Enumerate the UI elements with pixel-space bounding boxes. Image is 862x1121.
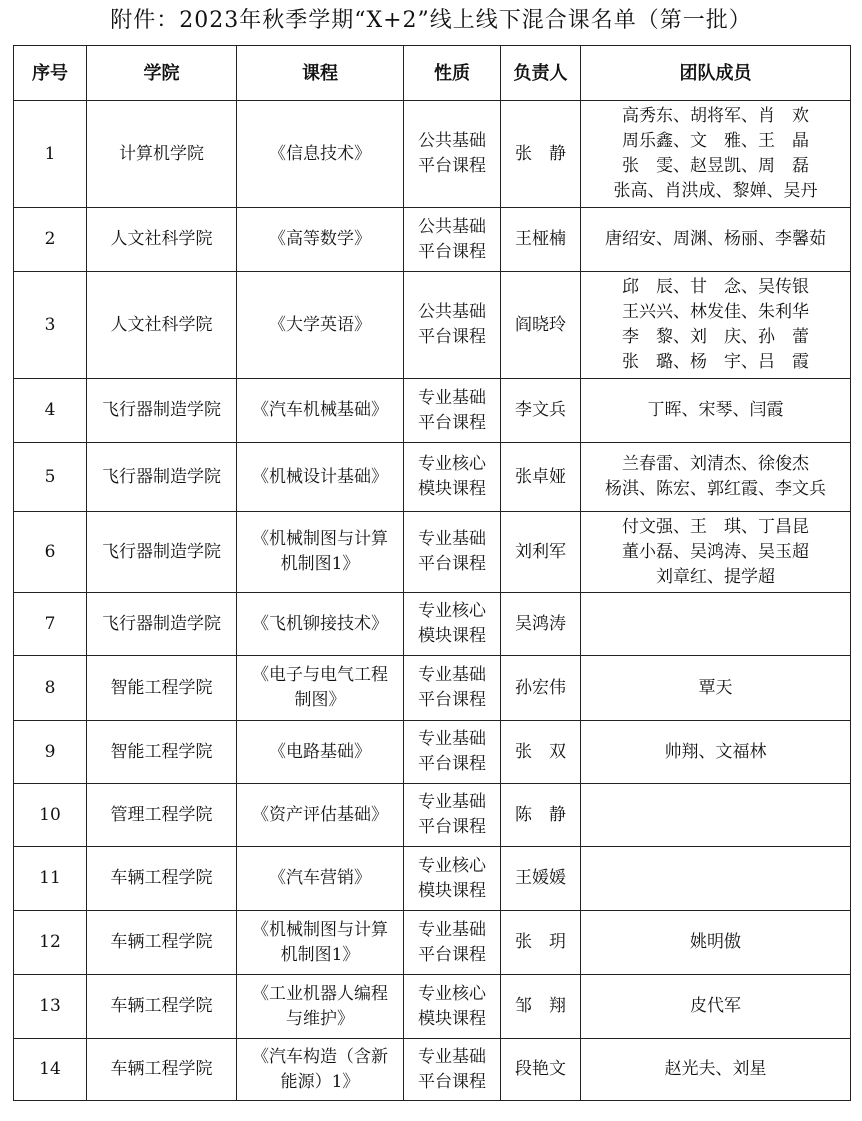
course-cell [237, 847, 404, 911]
team-cell-line: 刘章红、提学超 [656, 566, 775, 587]
table-row [14, 443, 851, 512]
team-cell [581, 593, 851, 656]
nature-cell [404, 784, 501, 847]
team-cell-line: 丁晖、宋琴、闫霞 [647, 400, 784, 420]
course-cell-line: 《高等数学》 [269, 229, 371, 249]
college-cell: 人文社科学院 [87, 272, 237, 379]
lead-cell: 王媛媛 [501, 847, 581, 911]
course-cell-line: 《机械制图与计算 [252, 529, 388, 549]
nature-cell-line: 专业核心 [418, 983, 486, 1004]
nature-cell [404, 512, 501, 593]
lead-cell: 陈 静 [501, 784, 581, 847]
nature-cell [404, 975, 501, 1039]
course-cell [237, 272, 404, 379]
college-cell: 飞行器制造学院 [87, 593, 237, 656]
row-number: 8 [14, 656, 87, 721]
team-cell-line: 皮代军 [690, 996, 741, 1016]
table-row [14, 593, 851, 656]
nature-cell-line: 专业基础 [418, 529, 486, 549]
team-cell-line: 帅翔、文福林 [664, 741, 767, 762]
course-cell [237, 379, 404, 443]
lead-cell: 吴鸿涛 [501, 593, 581, 656]
header-course: 课程 [237, 46, 404, 101]
team-cell [581, 1039, 851, 1101]
nature-cell [404, 656, 501, 721]
team-cell-line: 王兴兴、林发佳、朱利华 [622, 302, 809, 322]
row-number: 6 [14, 512, 87, 593]
table-row [14, 379, 851, 443]
nature-cell [404, 847, 501, 911]
nature-cell-line: 专业基础 [418, 1046, 486, 1067]
course-cell-line: 机制图1》 [280, 554, 360, 574]
nature-cell-line: 模块课程 [418, 626, 486, 646]
lead-cell: 阎晓玲 [501, 272, 581, 379]
team-cell-line: 杨淇、陈宏、郭红霞、李文兵 [605, 479, 826, 499]
lead-cell: 孙宏伟 [501, 656, 581, 721]
course-cell-line: 《信息技术》 [269, 143, 371, 164]
college-cell: 飞行器制造学院 [87, 379, 237, 443]
course-cell-line: 《资产评估基础》 [252, 804, 388, 825]
team-cell-line: 兰春雷、刘清杰、徐俊杰 [622, 454, 809, 474]
course-cell [237, 784, 404, 847]
course-cell-line: 制图》 [294, 690, 346, 710]
nature-cell [404, 272, 501, 379]
college-cell: 智能工程学院 [87, 721, 237, 784]
nature-cell-line: 平台课程 [418, 944, 486, 965]
course-cell [237, 975, 404, 1039]
college-cell: 人文社科学院 [87, 208, 237, 272]
team-cell-line: 赵光夫、刘星 [664, 1059, 767, 1079]
nature-cell-line: 专业核心 [418, 454, 486, 474]
lead-cell: 张 玥 [501, 911, 581, 975]
college-cell: 飞行器制造学院 [87, 512, 237, 593]
row-number: 11 [14, 847, 87, 911]
nature-cell [404, 1039, 501, 1101]
row-number: 10 [14, 784, 87, 847]
row-number: 13 [14, 975, 87, 1039]
row-number: 3 [14, 272, 87, 379]
table-row [14, 975, 851, 1039]
course-cell-line: 与维护》 [286, 1008, 354, 1029]
table-row [14, 512, 851, 593]
nature-cell-line: 模块课程 [418, 880, 486, 901]
header-lead: 负责人 [501, 46, 581, 101]
lead-cell: 张 静 [501, 101, 581, 208]
team-cell [581, 784, 851, 847]
team-cell-line: 邱 辰、甘 念、吴传银 [622, 277, 809, 297]
table-header-row [14, 46, 851, 101]
nature-cell [404, 721, 501, 784]
header-college: 学院 [87, 46, 237, 101]
table-row [14, 721, 851, 784]
course-cell-line: 《大学英语》 [269, 314, 371, 335]
lead-cell: 段艳文 [501, 1039, 581, 1101]
nature-cell-line: 平台课程 [418, 690, 486, 710]
nature-cell-line: 平台课程 [418, 817, 486, 837]
row-number: 4 [14, 379, 87, 443]
college-cell: 车辆工程学院 [87, 975, 237, 1039]
nature-cell-line: 公共基础 [418, 131, 486, 151]
course-cell [237, 656, 404, 721]
team-cell [581, 975, 851, 1039]
header-team: 团队成员 [581, 46, 851, 101]
nature-cell-line: 平台课程 [418, 554, 486, 574]
team-cell-line: 覃天 [698, 677, 733, 698]
table-row [14, 847, 851, 911]
course-list-table [13, 45, 851, 1101]
team-cell [581, 379, 851, 443]
table-row [14, 656, 851, 721]
college-cell: 计算机学院 [87, 101, 237, 208]
team-cell [581, 443, 851, 512]
nature-cell [404, 443, 501, 512]
course-cell [237, 101, 404, 208]
team-cell-line: 唐绍安、周渊、杨丽、李馨茹 [605, 229, 826, 249]
nature-cell-line: 公共基础 [418, 216, 486, 237]
course-cell-line: 《机械设计基础》 [252, 466, 388, 487]
row-number: 12 [14, 911, 87, 975]
nature-cell-line: 平台课程 [418, 241, 486, 262]
college-cell: 车辆工程学院 [87, 911, 237, 975]
row-number: 9 [14, 721, 87, 784]
course-cell [237, 443, 404, 512]
team-cell [581, 847, 851, 911]
nature-cell [404, 593, 501, 656]
nature-cell [404, 379, 501, 443]
row-number: 1 [14, 101, 87, 208]
course-cell [237, 208, 404, 272]
course-cell-line: 《电路基础》 [269, 741, 371, 762]
nature-cell-line: 平台课程 [418, 327, 486, 347]
nature-cell-line: 专业基础 [418, 665, 486, 685]
nature-cell-line: 专业基础 [418, 387, 486, 408]
course-cell-line: 《汽车营销》 [269, 868, 371, 888]
row-number: 14 [14, 1039, 87, 1101]
course-cell-line: 《飞机铆接技术》 [252, 613, 388, 634]
lead-cell: 张 双 [501, 721, 581, 784]
nature-cell-line: 专业基础 [418, 919, 486, 940]
team-cell [581, 272, 851, 379]
lead-cell: 邹 翔 [501, 975, 581, 1039]
nature-cell-line: 模块课程 [418, 479, 486, 499]
nature-cell-line: 平台课程 [418, 412, 486, 433]
table-row [14, 208, 851, 272]
college-cell: 管理工程学院 [87, 784, 237, 847]
nature-cell-line: 专业核心 [418, 855, 486, 876]
table-row [14, 1039, 851, 1101]
table-row [14, 101, 851, 208]
college-cell: 飞行器制造学院 [87, 443, 237, 512]
course-cell-line: 《电子与电气工程 [252, 665, 388, 685]
table-row [14, 784, 851, 847]
college-cell: 车辆工程学院 [87, 847, 237, 911]
header-number: 序号 [14, 46, 87, 101]
course-cell [237, 721, 404, 784]
nature-cell-line: 专业基础 [418, 792, 486, 812]
college-cell: 智能工程学院 [87, 656, 237, 721]
course-cell [237, 593, 404, 656]
header-nature: 性质 [404, 46, 501, 101]
team-cell-line: 付文强、王 琪、丁昌昆 [622, 516, 809, 537]
course-cell [237, 911, 404, 975]
course-cell-line: 能源）1》 [280, 1071, 360, 1092]
team-cell [581, 656, 851, 721]
table-row [14, 911, 851, 975]
team-cell [581, 101, 851, 208]
team-cell [581, 512, 851, 593]
team-cell-line: 姚明傲 [690, 932, 741, 952]
nature-cell-line: 平台课程 [418, 156, 486, 176]
lead-cell: 李文兵 [501, 379, 581, 443]
nature-cell-line: 平台课程 [418, 1071, 486, 1092]
course-cell-line: 机制图1》 [280, 944, 360, 965]
lead-cell: 王桠楠 [501, 208, 581, 272]
team-cell-line: 董小磊、吴鸿涛、吴玉超 [622, 541, 809, 562]
row-number: 2 [14, 208, 87, 272]
nature-cell-line: 平台课程 [418, 754, 486, 774]
nature-cell-line: 模块课程 [418, 1008, 486, 1029]
row-number: 7 [14, 593, 87, 656]
course-cell-line: 《机械制图与计算 [252, 919, 388, 940]
course-cell [237, 512, 404, 593]
nature-cell [404, 208, 501, 272]
nature-cell-line: 公共基础 [418, 302, 486, 322]
course-cell-line: 《汽车机械基础》 [252, 400, 388, 420]
course-cell-line: 《工业机器人编程 [252, 983, 388, 1004]
team-cell [581, 721, 851, 784]
row-number: 5 [14, 443, 87, 512]
document-title: 附件：2023年秋季学期“X+2”线上线下混合课名单（第一批） [110, 8, 752, 33]
lead-cell: 张卓娅 [501, 443, 581, 512]
nature-cell [404, 911, 501, 975]
team-cell-line: 张 璐、杨 宇、吕 霞 [622, 352, 809, 372]
table-body [14, 101, 851, 1101]
nature-cell [404, 101, 501, 208]
lead-cell: 刘利军 [501, 512, 581, 593]
team-cell-line: 周乐鑫、文 雅、王 晶 [622, 131, 809, 151]
team-cell-line: 张高、肖洪成、黎婵、吴丹 [613, 181, 818, 201]
team-cell-line: 高秀东、胡将军、肖 欢 [622, 106, 809, 126]
nature-cell-line: 专业核心 [418, 601, 486, 621]
team-cell-line: 李 黎、刘 庆、孙 蕾 [622, 327, 809, 347]
team-cell [581, 208, 851, 272]
team-cell-line: 张 雯、赵昱凯、周 磊 [622, 156, 809, 176]
course-cell [237, 1039, 404, 1101]
table-row [14, 272, 851, 379]
course-cell-line: 《汽车构造（含新 [252, 1046, 388, 1067]
college-cell: 车辆工程学院 [87, 1039, 237, 1101]
nature-cell-line: 专业基础 [418, 729, 486, 749]
team-cell [581, 911, 851, 975]
